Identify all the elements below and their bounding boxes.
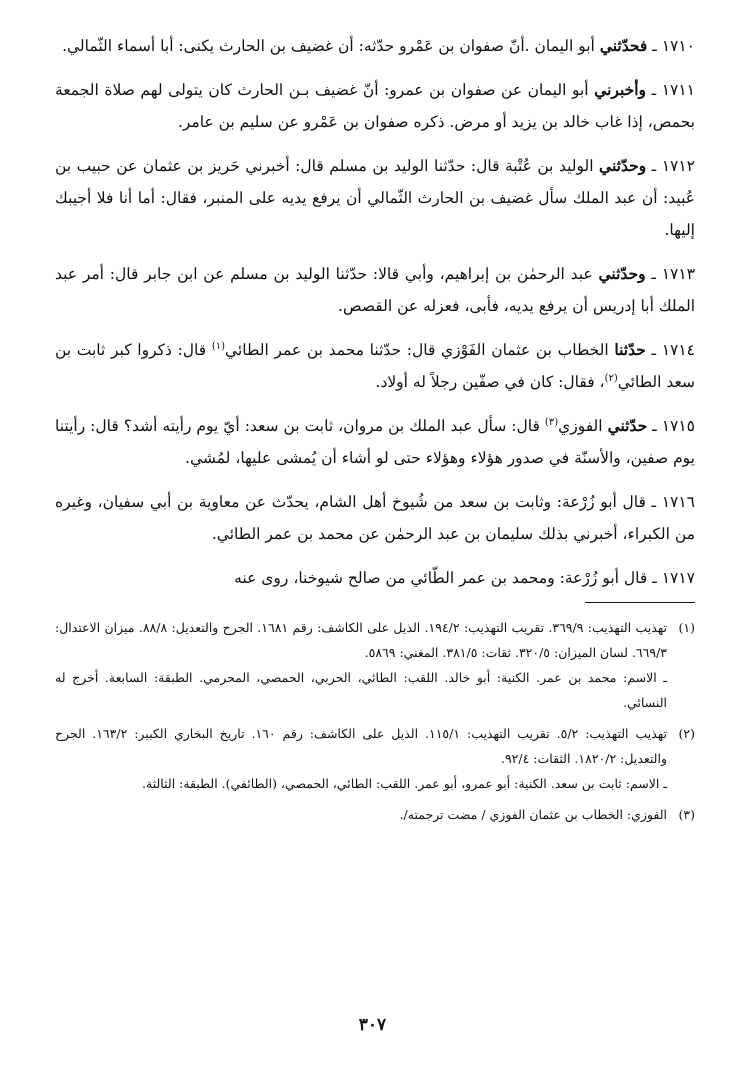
entry-text: قال: سأل عبد الملك بن مروان، ثابت بن سعد: أيّ يوم رأيته أشد؟ قال: رأيتنا يوم صفين، والأسنّة في صدور هؤلاء وهؤلاء حتى لو أشاء أن يُمشى عليها، لمُشي.: [55, 417, 695, 467]
entry-1710: [55, 30, 695, 62]
footnote-ref[interactable]: (١): [211, 340, 226, 352]
footnotes: [55, 615, 695, 827]
footnote-line: تهذيب التهذيب: ٥/٢. تقريب التهذيب: ١١٥/١. الذيل على الكاشف: رقم ١٦٠. تاريخ البخاري الكبير: ١٦٣/٢. الجرح والتعديل: ١٨٢٠/٢. الثقات: ٩٢/٤.: [55, 726, 668, 766]
entry-text: قال أبو زُرْعة: ومحمد بن عمر الطّائي من صالح شيوخنا، روى عنه: [234, 569, 648, 587]
footnote-mark: (١): [678, 620, 695, 635]
entry-1711: [55, 74, 695, 138]
entry-number: ١٧١٦ ـ: [651, 493, 695, 511]
footnote-ref[interactable]: (٣): [544, 416, 559, 428]
entry-keyword: حدّثني: [607, 416, 648, 435]
entry-1716: [55, 486, 695, 550]
entry-number: ١٧١٢ ـ: [651, 157, 695, 175]
entry-number: ١٧١٠ ـ: [652, 37, 695, 55]
entry-keyword: حدّثنا: [614, 340, 646, 359]
entry-number: ١٧١٤ ـ: [651, 341, 696, 359]
footnote-line: ـ الاسم: ثابت بن سعد. الكنية: أبو عمرو، أبو عمر. اللقب: الطائي، الحمصي، (الطائفي). الطبقة: الثالثة.: [142, 776, 667, 791]
entry-number: ١٧١١ ـ: [651, 81, 695, 99]
footnote-line: ـ الاسم: محمد بن عمر. الكنية: أبو خالد. اللقب: الطائي، الحربي، الحمصي، المحرمي. الطبقة: السابعة. أخرج له النسائي.: [55, 670, 667, 710]
footnote-divider: [585, 602, 695, 603]
entry-number: ١٧١٧ ـ: [652, 569, 695, 587]
entry-keyword: وحدّثني: [598, 264, 646, 283]
entry-number: ١٧١٣ ـ: [651, 265, 695, 283]
footnote-1: [55, 615, 695, 715]
page-number: ٣٠٧: [358, 1015, 387, 1035]
entry-1717: [55, 562, 695, 594]
footnote-line: تهذيب التهذيب: ٣٦٩/٩. تقريب التهذيب: ١٩٤/٢. الذيل على الكاشف: رقم ١٦٨١. الجرح والتعديل: ٨٨/٨. ميزان الاعتدال: ٦٦٩/٣. لسان الميزان: ٣٢٠/٥. ثقات: ٣٨١/٥. المغني: ٥٨٦٩.: [55, 620, 668, 660]
entry-text: الوليد بن عُتْبة قال: حدّثنا الوليد بن مسلم قال: أخبرني حَريز بن عثمان عن حبيب بن عُبيد: أن عبد الملك سأل غضيف بن الحارث الثّمالي أن يرفع يديه على المنبر، فقال: أما أنا فلا أجيبك إليها.: [55, 157, 695, 239]
entry-1712: [55, 150, 695, 246]
footnote-mark: (٣): [678, 807, 695, 822]
footnote-ref[interactable]: (٢): [604, 372, 618, 384]
entry-number: ١٧١٥ ـ: [652, 417, 695, 435]
entry-text: أبو اليمان عن صفوان بن عمرو: أنّ غضيف بـن الحارث كان يتولى لهم صلاة الجمعة بحمص، إذا غاب خالد بن يزيد أو مرض. ذكره صفوان بن عَمْرو عن سليم بن عامر.: [55, 81, 695, 131]
entry-1713: [55, 258, 695, 322]
footnote-line: الفوزي: الخطاب بن عثمان الفوزي / مضت ترجمته/.: [399, 807, 667, 822]
footnote-3: [55, 802, 695, 827]
entry-1714: [55, 334, 695, 398]
entry-text: عبد الرحمٰن بن إبراهيم، وأبي قالا: حدّثنا الوليد بن مسلم عن ابن جابر قال: أمر عبد الملك أبا إدريس أن يرفع يديه، فأبى، فعزله عن القصص.: [55, 265, 695, 315]
entry-text: قال أبو زُرْعة: وثابت بن سعد من شُيوخ أهل الشام، يحدّث عن معاوية بن أبي سفيان، وغيره من الكبراء، أخبرني بذلك سليمان بن عبد الرحمٰن عن محمد بن عمر الطائي.: [55, 493, 695, 543]
entry-text: الخطاب بن عثمان الفَوْزي قال: حدّثنا محمد بن عمر الطائي: [225, 341, 609, 359]
entry-text: الفوزي: [558, 417, 603, 435]
entry-1715: [55, 410, 695, 474]
entry-text: ، فقال: كان في صفّين رجلاً له أولاد.: [375, 373, 605, 391]
footnote-2: [55, 721, 695, 796]
entry-text: قال: ذكروا كبر ثابت بن سعد الطائي: [55, 341, 695, 391]
footnote-mark: (٢): [678, 726, 695, 741]
entry-keyword: وأخبرني: [594, 80, 647, 99]
entry-keyword: فحدّثني: [599, 36, 648, 55]
entry-keyword: وحدّثني: [599, 156, 647, 175]
entry-text: أبو اليمان .أنّ صفوان بن عَمْرو حدّثه: أن غضيف بن الحارث يكنى: أبا أسماء الثّمالي.: [62, 37, 595, 55]
